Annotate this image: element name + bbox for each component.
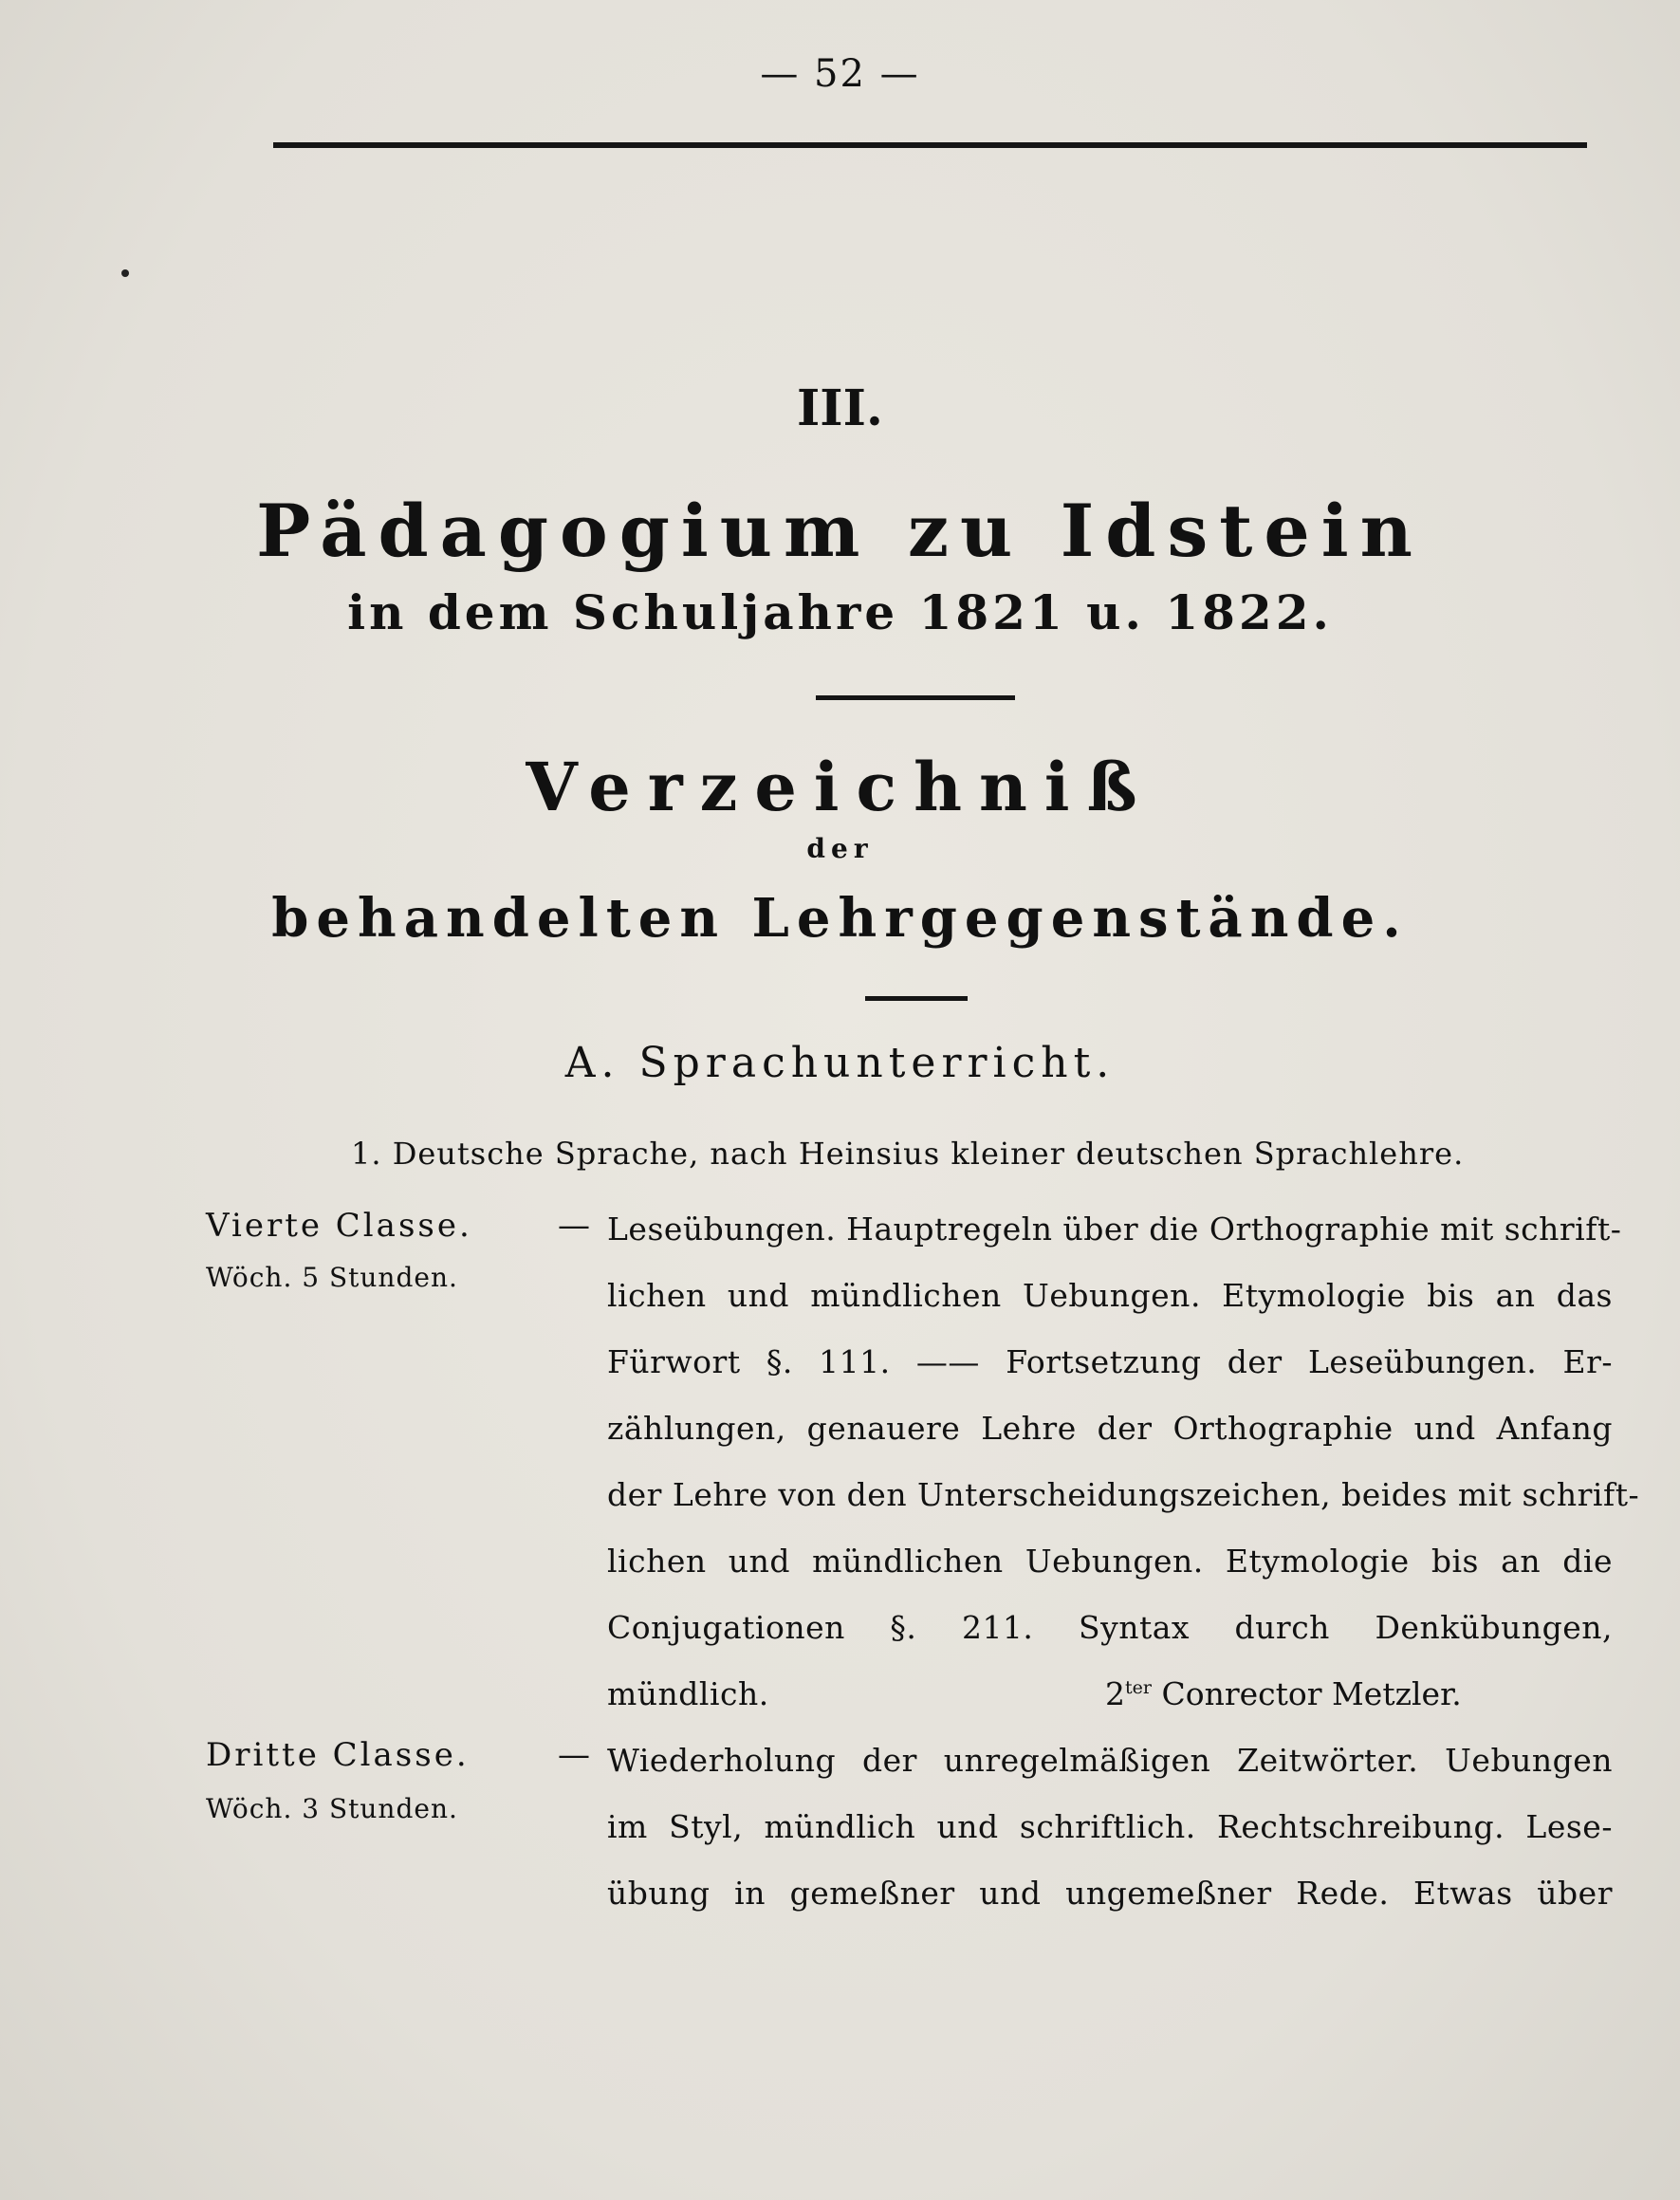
section-number: III. [796, 379, 884, 437]
class-hours: Wöch. 5 Stunden. [206, 1262, 458, 1293]
text-line: Fürwort §. 111. —— Fortsetzung der Leseübungen. Er- [607, 1343, 1613, 1380]
title-divider-rule [816, 695, 1015, 700]
text-line: der Lehre von den Unterscheidungszeichen, beides mit schrift- [607, 1476, 1640, 1513]
text-line: Wiederholung der unregelmäßigen Zeitwörter. Uebungen [607, 1742, 1613, 1779]
text-line: mündlich. [607, 1675, 769, 1712]
index-subtitle: behandelten Lehrgegenstände. [271, 887, 1409, 950]
teacher-signature [1105, 1675, 1462, 1712]
class-hours: Wöch. 3 Stunden. [206, 1793, 458, 1824]
text-line: im Styl, mündlich und schriftlich. Rechtschreibung. Lese- [607, 1808, 1613, 1845]
signature-ordinal-suffix: ter [1125, 1677, 1152, 1698]
text-line: Leseübungen. Hauptregeln über die Orthographie mit schrift- [607, 1211, 1622, 1248]
ink-speck [121, 269, 129, 277]
class-label: Dritte Classe. [206, 1736, 470, 1774]
signature-name: Conrector Metzler. [1161, 1675, 1462, 1712]
text-line: lichen und mündlichen Uebungen. Etymologie bis an die [607, 1543, 1613, 1580]
section-a-heading: A. Sprachunterricht. [564, 1039, 1116, 1087]
text-line: zählungen, genauere Lehre der Orthographie und Anfang [607, 1410, 1613, 1447]
page-number: — 52 — [760, 52, 920, 96]
header-rule [273, 142, 1587, 148]
school-year-line: in dem Schuljahre 1821 u. 1822. [347, 584, 1333, 640]
index-title: Verzeichniß [526, 748, 1154, 826]
class-label: Vierte Classe. [206, 1207, 472, 1245]
text-line: lichen und mündlichen Uebungen. Etymologie bis an das [607, 1277, 1613, 1314]
index-divider-rule [865, 996, 968, 1001]
class-dash: — [558, 1207, 590, 1245]
subject-heading: 1. Deutsche Sprache, nach Heinsius kleiner deutschen Sprachlehre. [351, 1136, 1465, 1172]
class-dash: — [558, 1736, 590, 1774]
signature-ordinal: 2 [1105, 1675, 1125, 1712]
text-line: übung in gemeßner und ungemeßner Rede. Etwas über [607, 1875, 1613, 1912]
institution-title: Pädagogium zu Idstein [256, 489, 1424, 573]
index-article: der [806, 833, 874, 864]
text-line: Conjugationen §. 211. Syntax durch Denkübungen, [607, 1609, 1613, 1646]
